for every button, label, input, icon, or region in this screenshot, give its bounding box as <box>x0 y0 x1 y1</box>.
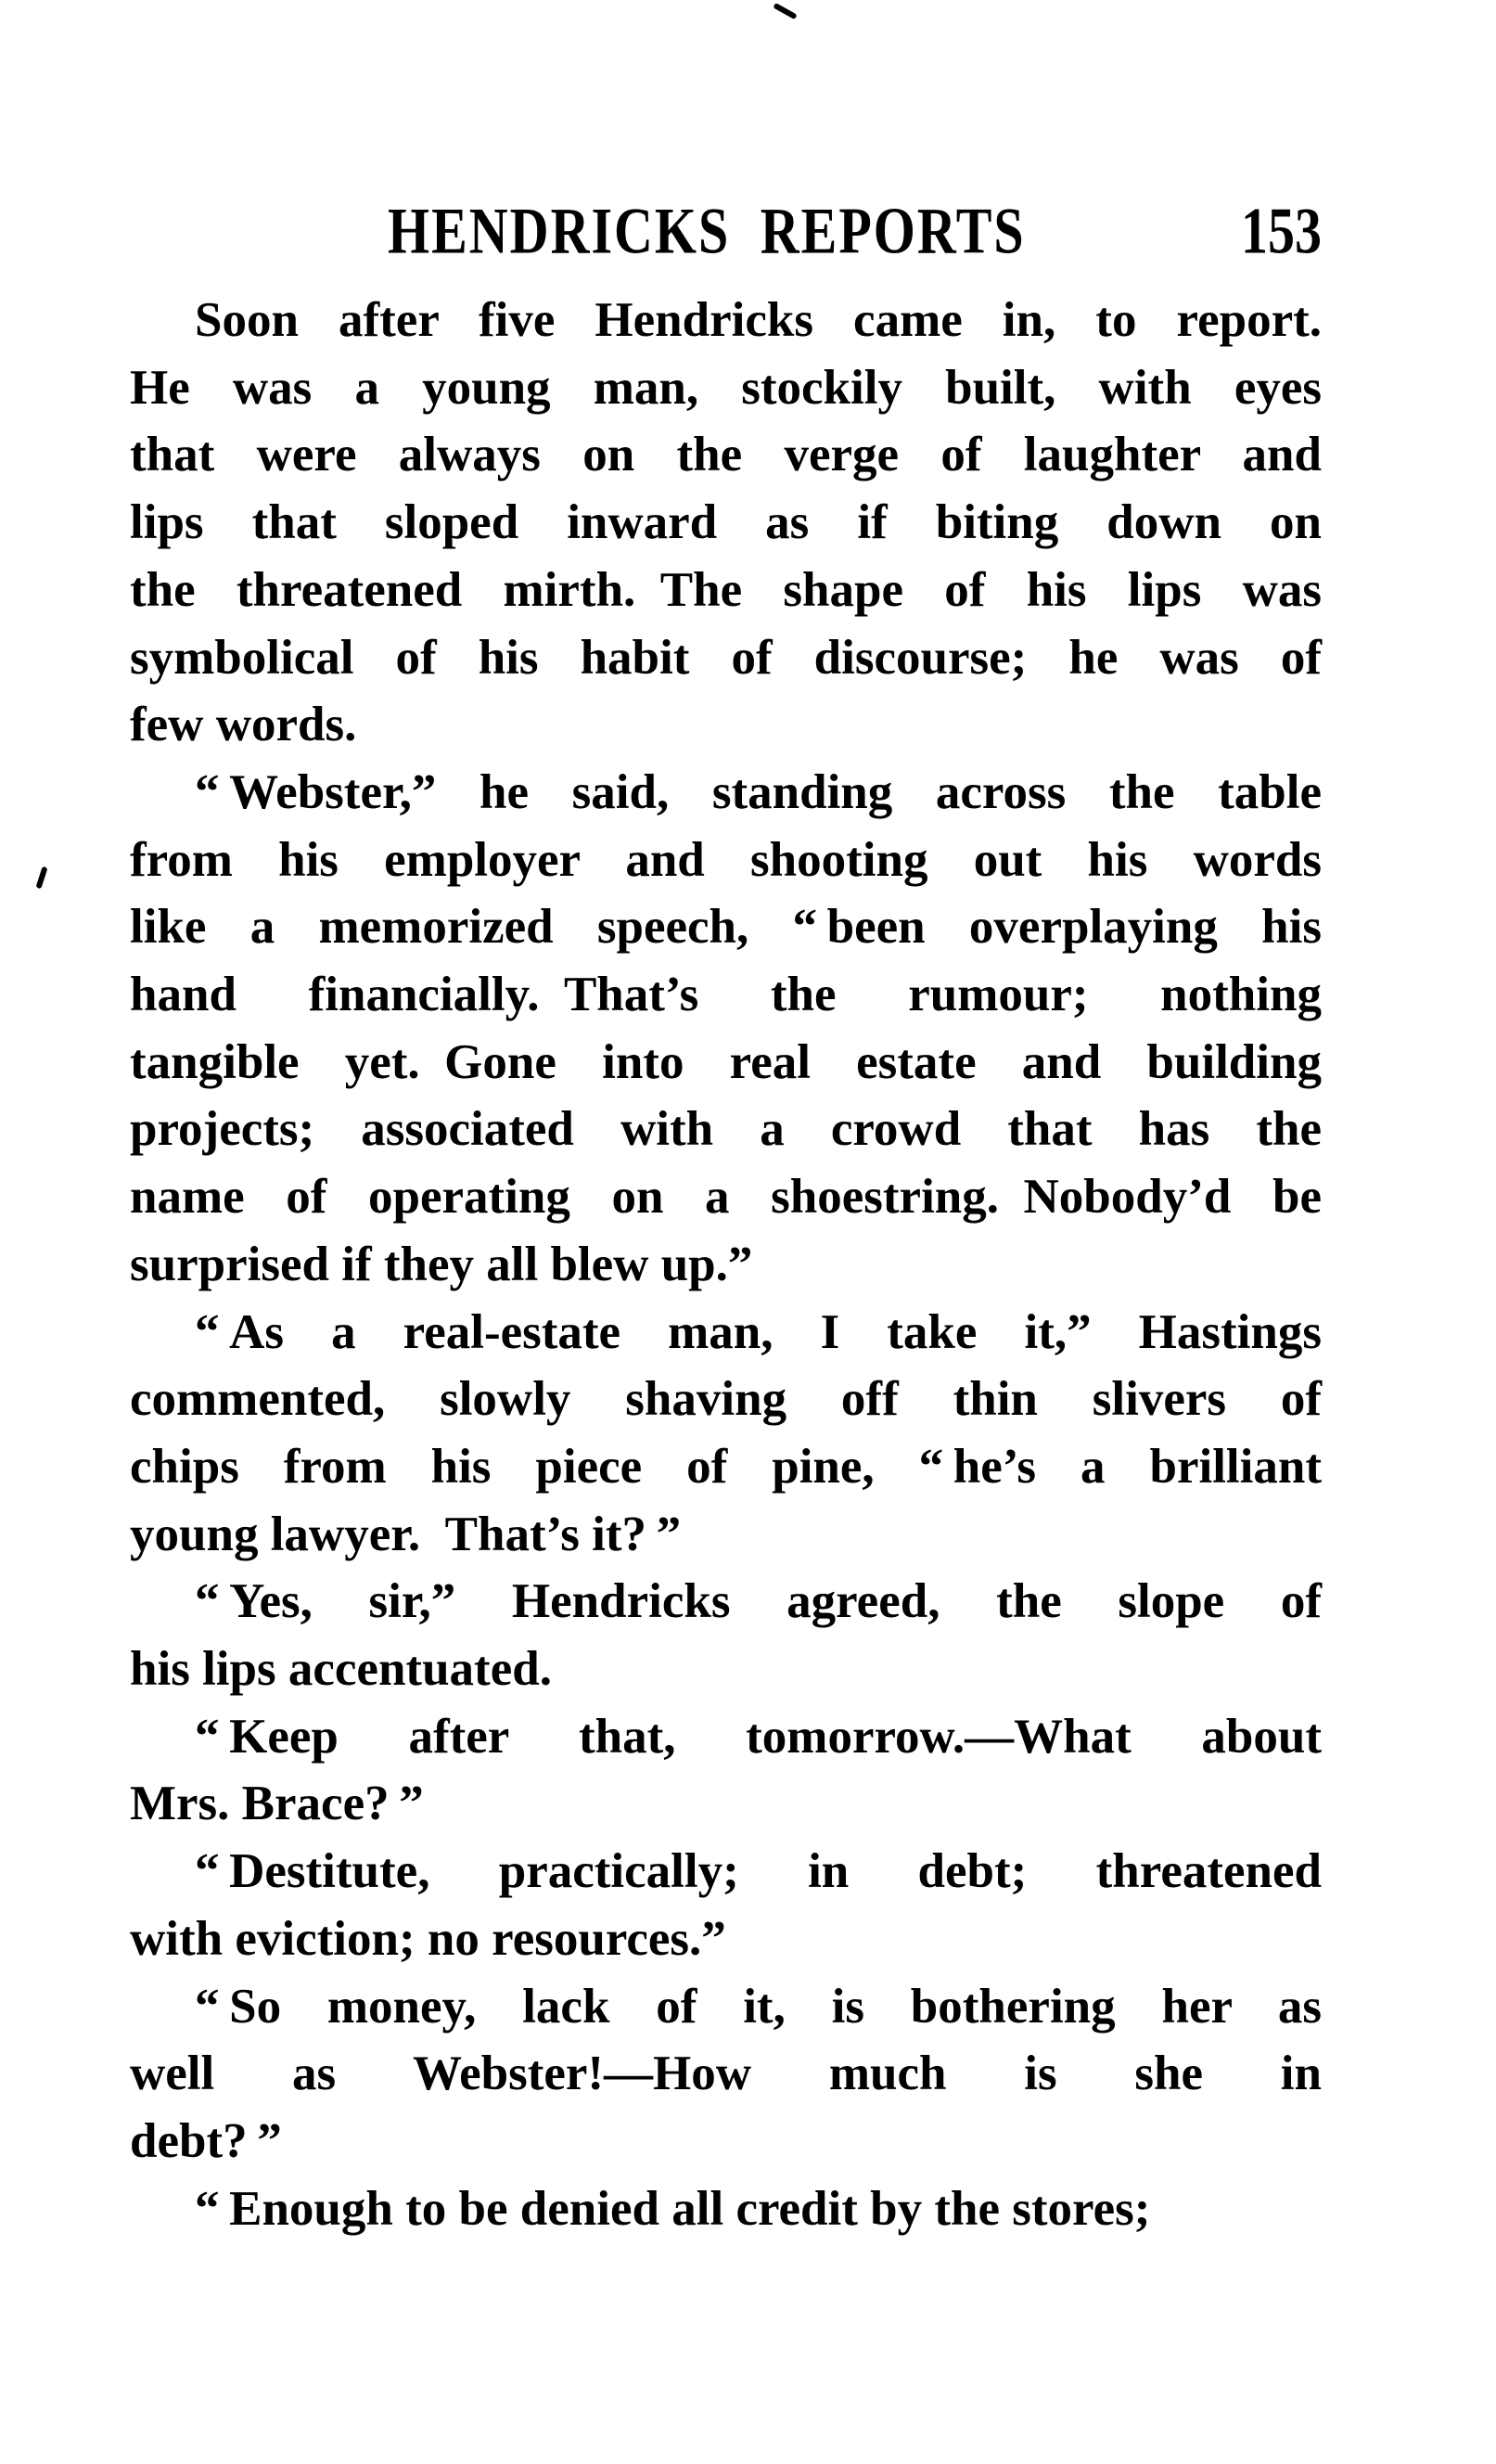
paragraph <box>130 1703 1322 1838</box>
text-line: “ Enough to be denied all credit by the stores; <box>195 2181 1151 2236</box>
text-line: “ Yes, sir,” Hendricks agreed, the slope of <box>195 1574 1322 1629</box>
text-line: “ Keep after that, tomorrow.—What about <box>195 1709 1322 1764</box>
paragraph <box>130 1973 1322 2175</box>
page-body <box>130 287 1322 2242</box>
text-line: projects; associated with a crowd that has the <box>130 1102 1322 1157</box>
running-header <box>130 193 1322 268</box>
text-line: surprised if they all blew up.” <box>130 1237 753 1291</box>
paragraph <box>130 1299 1322 1569</box>
page-number: 153 <box>1241 194 1322 268</box>
text-line: hand financially. That’s the rumour; nothing <box>130 968 1322 1022</box>
page-title: HENDRICKS REPORTS <box>388 194 1026 268</box>
paragraph <box>130 759 1322 1299</box>
text-line: tangible yet. Gone into real estate and building <box>130 1034 1322 1089</box>
text-line: lips that sloped inward as if biting down on <box>130 495 1322 550</box>
text-line: like a memorized speech, “ been overplaying his <box>130 900 1322 955</box>
text-line: Mrs. Brace? ” <box>130 1777 424 1831</box>
paragraph <box>130 1838 1322 1972</box>
text-line: the threatened mirth. The shape of his lips was <box>130 562 1322 617</box>
paragraph <box>130 2175 1322 2243</box>
text-line: “ So money, lack of it, is bothering her as <box>195 1979 1322 2034</box>
text-line: his lips accentuated. <box>130 1642 552 1697</box>
text-line: He was a young man, stockily built, with eyes <box>130 360 1322 415</box>
text-line: that were always on the verge of laughter and <box>130 428 1322 482</box>
text-line: chips from his piece of pine, “ he’s a brilliant <box>130 1439 1322 1494</box>
text-line: from his employer and shooting out his words <box>130 832 1322 887</box>
text-line: commented, slowly shaving off thin slivers of <box>130 1372 1322 1427</box>
paragraph <box>130 287 1322 759</box>
scan-artifact-mark <box>35 866 47 890</box>
text-line: well as Webster!—How much is she in <box>130 2047 1322 2101</box>
paragraph <box>130 1568 1322 1702</box>
text-line: “ Destitute, practically; in debt; threatened <box>195 1844 1322 1899</box>
text-line: “ As a real-estate man, I take it,” Hastings <box>195 1304 1322 1359</box>
text-line: Soon after five Hendricks came in, to report. <box>195 293 1322 347</box>
text-line: “ Webster,” he said, standing across the table <box>195 764 1322 819</box>
text-line: young lawyer. That’s it? ” <box>130 1507 682 1561</box>
scan-artifact-mark <box>773 3 798 19</box>
text-line: with eviction; no resources.” <box>130 1911 726 1966</box>
text-line: few words. <box>130 698 357 752</box>
text-line: debt? ” <box>130 2113 282 2168</box>
text-line: name of operating on a shoestring. Nobody’d be <box>130 1170 1322 1225</box>
text-line: symbolical of his habit of discourse; he was of <box>130 630 1322 685</box>
